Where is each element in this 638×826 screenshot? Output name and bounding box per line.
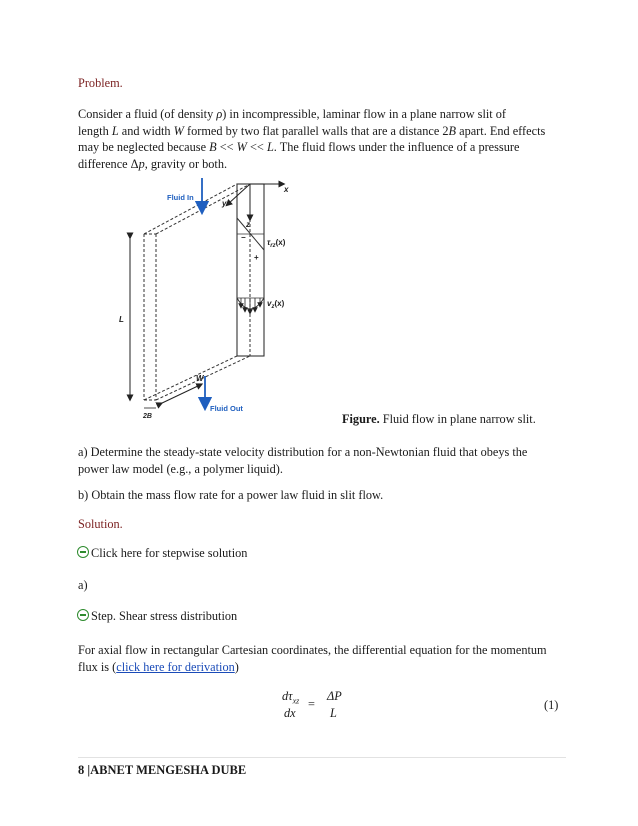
momentum-line-1: For axial flow in rectangular Cartesian coordinates, the differential equation for the momentum bbox=[78, 643, 547, 657]
momentum-paragraph bbox=[78, 642, 568, 675]
problem-line-3: may be neglected because B << W << L. The fluid flows under the influence of a pressure bbox=[78, 140, 520, 154]
length-label: L bbox=[119, 315, 124, 324]
velocity-label: $v_z(x)$ bbox=[267, 299, 285, 310]
equation-rhs-denominator: L bbox=[330, 706, 337, 720]
problem-line-2: length L and width W formed by two flat parallel walls that are a distance 2B apart. End effects bbox=[78, 123, 546, 138]
x-axis-label: x bbox=[284, 185, 289, 194]
equation-lhs-numerator: $d\tau_{xz}$ bbox=[282, 689, 300, 706]
step-toggle-label: Step. Shear stress distribution bbox=[91, 609, 238, 623]
footer-divider bbox=[78, 757, 566, 758]
y-axis-label: y bbox=[222, 199, 227, 208]
fluid-out-label: Fluid Out bbox=[210, 404, 243, 413]
z-axis-label: z bbox=[246, 220, 250, 229]
problem-heading: Problem. bbox=[78, 76, 123, 90]
problem-line-4: difference Δp, gravity or both. bbox=[78, 156, 228, 171]
slit-flow-figure bbox=[110, 178, 300, 420]
page-footer: 8 |ABNET MENGESHA DUBE bbox=[78, 763, 247, 777]
collapse-minus-icon[interactable] bbox=[77, 609, 89, 621]
equation-1 bbox=[282, 688, 352, 724]
equation-rhs-numerator: ΔP bbox=[327, 689, 342, 703]
equation-equals: = bbox=[308, 697, 315, 711]
question-a-line-2: power law model (e.g., a polymer liquid). bbox=[78, 461, 283, 476]
gap-label: 2B bbox=[143, 413, 152, 420]
plus-sign: + bbox=[254, 253, 259, 262]
width-label: W bbox=[196, 374, 204, 383]
question-a bbox=[78, 444, 568, 477]
part-a-label: a) bbox=[78, 578, 88, 592]
equation-lhs-denominator: dx bbox=[284, 706, 296, 720]
solution-heading: Solution. bbox=[78, 517, 123, 531]
fluid-in-label: Fluid In bbox=[167, 193, 194, 202]
step-shear-stress-toggle[interactable] bbox=[77, 608, 237, 625]
minus-sign: − bbox=[241, 233, 246, 242]
figure-caption: Figure. Fluid flow in plane narrow slit. bbox=[342, 412, 536, 426]
question-b: b) Obtain the mass flow rate for a power law fluid in slit flow. bbox=[78, 488, 384, 502]
question-a-line-1: a) Determine the steady-state velocity distribution for a non-Newtonian fluid that obeys the bbox=[78, 445, 528, 459]
problem-statement bbox=[78, 106, 568, 172]
momentum-line-2: flux is (click here for derivation) bbox=[78, 659, 239, 674]
stepwise-solution-toggle[interactable] bbox=[77, 545, 247, 562]
problem-line-1: Consider a fluid (of density ρ) in incompressible, laminar flow in a plane narrow slit of bbox=[78, 107, 507, 121]
derivation-link[interactable]: click here for derivation bbox=[116, 659, 235, 674]
width-dimension bbox=[160, 385, 200, 404]
shear-stress-label: $\tau_{rz}(x)$ bbox=[267, 238, 286, 249]
stepwise-toggle-label: Click here for stepwise solution bbox=[91, 546, 248, 560]
equation-number: (1) bbox=[544, 698, 559, 712]
collapse-minus-icon[interactable] bbox=[77, 546, 89, 558]
